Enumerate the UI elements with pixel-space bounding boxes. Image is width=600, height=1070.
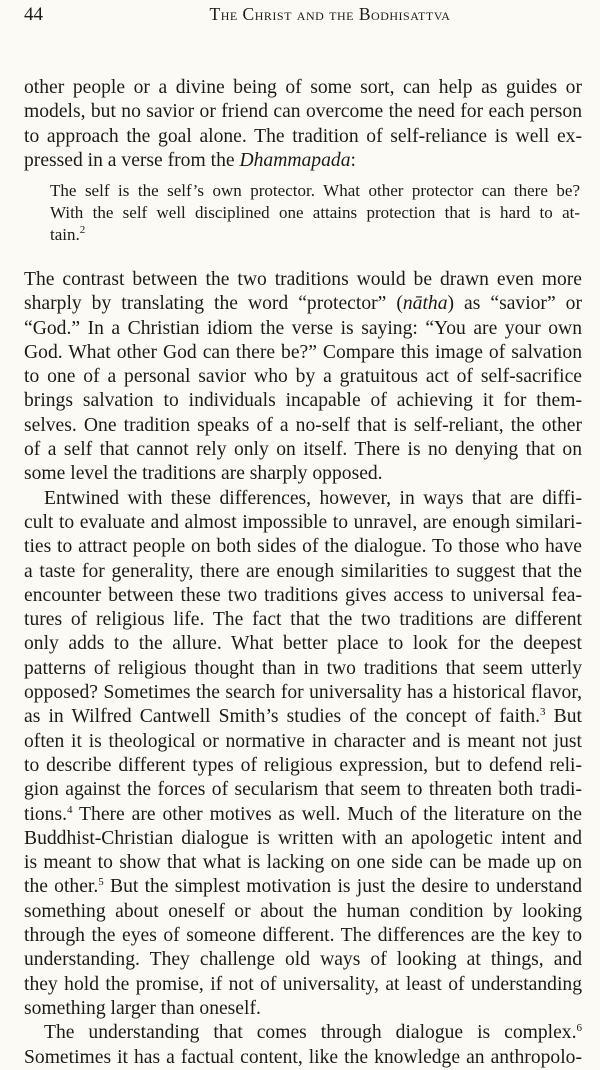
paragraph-understanding bbox=[24, 1021, 582, 1070]
text-line: Buddhist-Christian dialogue is written with an apologetic intent and bbox=[24, 827, 582, 849]
text-line: tures of religious life. The fact that the two traditions are different bbox=[24, 609, 582, 631]
text-line: gion against the forces of secularism that seem to threaten both tradi- bbox=[24, 779, 582, 801]
text-line: some level the traditions are sharply opposed. bbox=[24, 463, 383, 485]
text-line: to approach the goal alone. The tradition of self-reliance is well ex- bbox=[24, 125, 582, 147]
text-line: selves. One tradition speaks of a no-self that is self-reliant, the other bbox=[24, 414, 582, 436]
text-line: Sometimes it has a factual content, like the knowledge an anthropolo- bbox=[24, 1046, 582, 1068]
text-line: encounter between these two traditions gives access to universal fea- bbox=[24, 584, 582, 606]
quote-line: With the self well disciplined one attains protection that is hard to at- bbox=[50, 203, 580, 222]
footnote-ref-5[interactable]: 5 bbox=[98, 876, 104, 889]
text-fragment: sharply by translating the word “protector” ( bbox=[24, 293, 403, 315]
text-line: brings salvation to individuals incapable of achieving it for them- bbox=[24, 390, 582, 412]
text-fragment: tions. bbox=[24, 803, 68, 825]
text-line bbox=[24, 875, 582, 899]
text-line: models, but no savior or friend can overcome the need for each person bbox=[24, 101, 582, 123]
text-line: they hold the promise, if not of universality, at least of understanding bbox=[24, 973, 582, 995]
book-title: Dhammapada bbox=[239, 149, 351, 171]
paragraph-entwined bbox=[24, 487, 582, 1022]
text-fragment: tain. bbox=[50, 225, 80, 244]
text-line: through the eyes of someone different. The differences are the key to bbox=[24, 925, 582, 947]
text-fragment: There are other motives as well. Much of the literature on the bbox=[72, 803, 582, 825]
text-line: ties to attract people on both sides of the dialogue. To those who have bbox=[24, 536, 582, 558]
text-fragment: as in Wilfred Cantwell Smith’s studies of the concept of faith. bbox=[24, 706, 541, 728]
text-fragment: The understanding that comes through dialogue is complex. bbox=[44, 1022, 577, 1044]
text-line: a taste for generality, there are enough similarities to suggest that the bbox=[24, 560, 582, 582]
text-line: to one of a personal savior who by a gratuitous act of self-sacrifice bbox=[24, 366, 582, 388]
text-line bbox=[24, 803, 582, 827]
page-number: 44 bbox=[24, 4, 43, 25]
text-fragment: But bbox=[545, 706, 582, 728]
quote-line: The self is the self’s own protector. What other protector can there be? bbox=[50, 181, 580, 200]
text-line: Entwined with these differences, however, in ways that are diffi- bbox=[44, 487, 582, 509]
running-title: The Christ and the Bodhisattva bbox=[209, 4, 451, 24]
running-head bbox=[24, 4, 576, 34]
text-line: of a self that cannot rely only on itself. There is no denying that on bbox=[24, 439, 582, 461]
footnote-ref-4[interactable]: 4 bbox=[67, 803, 73, 816]
text-line bbox=[24, 705, 582, 729]
text-line: God. What other God can there be?” Compare this image of salvation bbox=[24, 341, 582, 363]
text-line bbox=[24, 149, 582, 173]
text-line: something larger than oneself. bbox=[24, 997, 261, 1019]
text-fragment: ) as “savior” or bbox=[447, 293, 582, 315]
footnote-ref-6[interactable]: 6 bbox=[576, 1022, 582, 1035]
text-line: understanding. They challenge old ways of looking at things, and bbox=[24, 949, 582, 971]
text-line: often it is theological or normative in character and is meant not just bbox=[24, 730, 582, 752]
footnote-ref-2[interactable]: 2 bbox=[79, 224, 86, 236]
text-line: patterns of religious thought than in two traditions that seem utterly bbox=[24, 657, 582, 679]
text-fragment: But the simplest motivation is just the desire to understand bbox=[103, 876, 582, 898]
text-line: something about oneself or about the human condition by looking bbox=[24, 900, 582, 922]
body-paragraphs bbox=[24, 268, 582, 1070]
paragraph-intro bbox=[24, 76, 582, 173]
text-line: to describe different types of religious expression, but to defend reli- bbox=[24, 754, 582, 776]
text-line: opposed? Sometimes the search for universality has a historical flavor, bbox=[24, 682, 582, 704]
text-fragment: : bbox=[350, 149, 356, 171]
text-line bbox=[24, 292, 582, 316]
text-line: “God.” In a Christian idiom the verse is saying: “You are your own bbox=[24, 317, 582, 339]
text-line: other people or a divine being of some sort, can help as guides or bbox=[24, 77, 582, 98]
block-quote bbox=[50, 180, 580, 246]
footnote-ref-3[interactable]: 3 bbox=[540, 706, 546, 719]
text-line: only adds to the allure. What better place to look for the deepest bbox=[24, 633, 582, 655]
text-fragment: the other. bbox=[24, 876, 99, 898]
pali-term: nātha bbox=[402, 293, 448, 315]
text-line: cult to evaluate and almost impossible to unravel, are enough similari- bbox=[24, 511, 582, 533]
text-fragment: pressed in a verse from the bbox=[24, 149, 240, 171]
paragraph-contrast bbox=[24, 268, 582, 487]
text-line: The contrast between the two traditions would be drawn even more bbox=[24, 269, 582, 290]
text-line: is meant to show that what is lacking on one side can be made up on bbox=[24, 852, 582, 874]
quote-line bbox=[50, 224, 580, 246]
